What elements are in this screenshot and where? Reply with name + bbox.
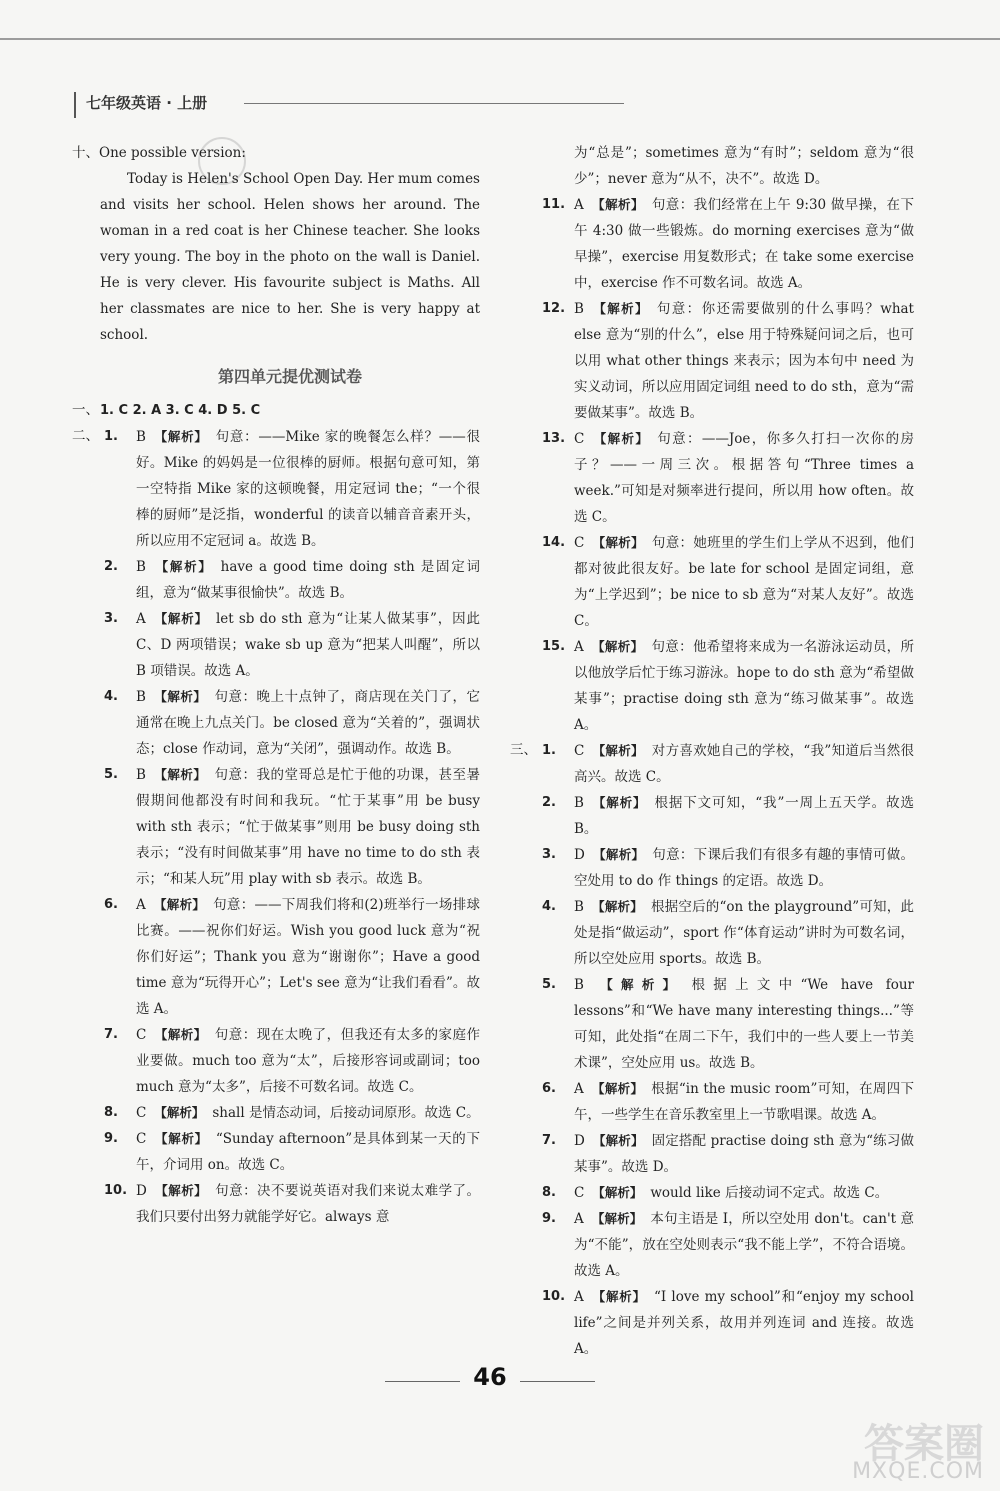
analysis-tag: 【解析】: [153, 429, 208, 444]
item-answer: A: [136, 897, 146, 913]
analysis-tag: 【解析】: [591, 301, 649, 316]
item-explanation: 句意：——下周我们将和(2)班举行一场排球比赛。——祝你们好运。Wish you good luck 意为“祝你们好运”；Thank you 意为“谢谢你”；Have a good time 意为“玩得开心”；Let's see 意为“让我们看看”。故选 A。: [136, 897, 480, 1017]
item-explanation: 句意：他希望将来成为一名游泳运动员，所以他放学后忙于练习游泳。hope to do sth 意为“希望做某事”；practise doing sth 意为“练习做某事”。故选 A。: [574, 639, 914, 733]
section-2-list-cont: [538, 192, 914, 738]
item-explanation: 句意：决不要说英语对我们来说太难学了。我们只要付出努力就能学好它。always 意: [136, 1183, 480, 1225]
answer-item: [538, 972, 914, 1076]
item-answer: A: [574, 1289, 584, 1305]
item-answer: D: [574, 1133, 585, 1149]
item-number: 12.: [542, 301, 566, 316]
analysis-tag: 【解析】: [591, 899, 643, 914]
answer-item: [538, 1076, 914, 1128]
answer-item: [538, 790, 914, 842]
answer-item: [538, 1206, 914, 1284]
analysis-tag: 【解析】: [591, 977, 684, 992]
answer-item: [100, 606, 480, 684]
answer-item: [538, 426, 914, 530]
item-number: 6.: [104, 897, 118, 912]
header-title: 七年级英语 · 上册: [86, 94, 208, 112]
analysis-tag: 【解析】: [153, 767, 207, 782]
top-divider: [0, 38, 1000, 40]
item-answer: C: [574, 1185, 585, 1201]
analysis-tag: 【解析】: [154, 1027, 207, 1042]
analysis-tag: 【解析】: [153, 559, 213, 574]
item-explanation: 句意：她班里的学生们上学从不迟到，他们都对彼此很友好。be late for school 是固定词组，意为“上学迟到”；be nice to sb 意为“对某人友好”。故选 C。: [574, 535, 914, 629]
item-explanation: 句意：——Mike 家的晚餐怎么样？——很好。Mike 的妈妈是一位很棒的厨师。根据句意可知，第一空特指 Mike 家的这顿晚餐，用定冠词 the；“一个很棒的厨师”是泛指，wonderful 的读音以辅音音素开头，所以应用不定冠词 a。故选 B。: [136, 429, 480, 549]
item-number: 4.: [104, 689, 118, 704]
footer-rule-left: [385, 1381, 460, 1382]
item-answer: C: [136, 1027, 147, 1043]
item-answer: C: [136, 1131, 147, 1147]
page-footer: [0, 1363, 1000, 1393]
answer-item: [100, 424, 480, 554]
item-number: 7.: [542, 1133, 556, 1148]
item-answer: C: [136, 1105, 147, 1121]
section-3-list: [510, 738, 914, 1362]
item-answer: B: [574, 977, 584, 993]
item-explanation: let sb do sth 意为“让某人做某事”，因此 C、D 两项错误；wake sb up 意为“把某人叫醒”，所以 B 项错误。故选 A。: [136, 611, 480, 679]
analysis-tag: 【解析】: [591, 1081, 644, 1096]
item-explanation: 句意：你还需要做别的什么事吗？what else 意为“别的什么”，else 用于特殊疑问词之后，也可以用 what other things 来表示；因为本句中 need 为实义动词，所以应用固定词组 need to do sth，意为“需要做某事”。故选 B。: [574, 301, 914, 421]
item-number: 5.: [542, 977, 556, 992]
item-explanation: shall 是情态动词，后接动词原形。故选 C。: [212, 1105, 480, 1121]
item-number: 1.: [542, 743, 556, 758]
continued-text: 为“总是”；sometimes 意为“有时”；seldom 意为“很少”；never 意为“从不，决不”。故选 D。: [574, 145, 914, 187]
item-answer: B: [136, 689, 146, 705]
item-number: 10.: [542, 1289, 566, 1304]
item-answer: D: [574, 847, 585, 863]
answer-item: [538, 1128, 914, 1180]
answer-item: [100, 1178, 480, 1230]
item-number: 2.: [104, 559, 118, 574]
item-explanation: 固定搭配 practise doing sth 意为“练习做某事”。故选 D。: [574, 1133, 914, 1175]
item-answer: A: [574, 197, 584, 213]
item-answer: A: [574, 1081, 584, 1097]
watermark-site: MXQE.COM: [852, 1459, 984, 1484]
answer-item: [100, 1022, 480, 1100]
analysis-tag: 【解析】: [592, 1133, 644, 1148]
item-number: 1.: [104, 429, 118, 444]
item-explanation: 根据下文可知，“我”一周上五天学。故选 B。: [574, 795, 914, 837]
analysis-tag: 【解析】: [153, 689, 207, 704]
item-explanation: 根据上文中“We have four lessons”和“We have many interesting things...”等可知，此处指“在周二下午，我们中的一些人要上一节美术课”，空处应用 us。故选 B。: [574, 977, 914, 1071]
answer-item: [538, 634, 914, 738]
section-3-label: 三、: [510, 742, 537, 758]
analysis-tag: 【解析】: [592, 743, 644, 758]
analysis-tag: 【解析】: [592, 847, 645, 862]
watermark: [806, 1412, 996, 1488]
item-answer: A: [136, 611, 146, 627]
answer-item: [538, 1180, 914, 1206]
analysis-tag: 【解析】: [592, 535, 644, 550]
answer-item: [100, 1100, 480, 1126]
section-2-list: [72, 424, 480, 1230]
page-header: [74, 92, 634, 116]
left-column: [72, 140, 480, 1230]
analysis-tag: 【解析】: [591, 639, 644, 654]
item-answer: D: [136, 1183, 147, 1199]
item-answer: B: [136, 429, 146, 445]
item-number: 2.: [542, 795, 556, 810]
analysis-tag: 【解析】: [591, 1289, 646, 1304]
item-number: 3.: [542, 847, 556, 862]
analysis-tag: 【解析】: [591, 1211, 643, 1226]
answer-item: [100, 1126, 480, 1178]
analysis-tag: 【解析】: [154, 1131, 208, 1146]
section-2-label: 二、: [72, 428, 99, 444]
item-answer: B: [574, 301, 584, 317]
item-answer: B: [136, 559, 146, 575]
item-answer: A: [574, 639, 584, 655]
answer-item: [538, 738, 914, 790]
item-answer: B: [574, 899, 584, 915]
item-explanation: “Sunday afternoon”是具体到某一天的下午，介词用 on。故选 C。: [136, 1131, 480, 1173]
item-explanation: 本句主语是 I，所以空处用 don't。can't 意为“不能”，放在空处则表示“我不能上学”，不符合语境。故选 A。: [574, 1211, 914, 1279]
section-1-answers: 1. C 2. A 3. C 4. D 5. C: [100, 403, 261, 418]
item-number: 14.: [542, 535, 566, 550]
item-answer: A: [574, 1211, 584, 1227]
footer-rule-right: [520, 1381, 595, 1382]
item-explanation: 根据空后的“on the playground”可知，此处是指“做运动”，sport 作“体育运动”讲时为可数名词，所以空处应用 sports。故选 B。: [574, 899, 914, 967]
watermark-logo: 答案圈: [864, 1421, 984, 1467]
analysis-tag: 【解析】: [154, 1183, 208, 1198]
answer-item: [100, 762, 480, 892]
item-explanation: 句意：我的堂哥总是忙于他的功课，甚至暑假期间他都没有时间和我玩。“忙于某事”用 be busy with sth 表示；“忙于做某事”则用 be busy doing sth 表示；“没有时间做某事”用 have no time to do sth 表示；“和某人玩”用 play with sb 表示。故选 B。: [136, 767, 480, 887]
right-column: [510, 140, 914, 1362]
item-answer: C: [574, 431, 585, 447]
answer-item: [538, 192, 914, 296]
item-explanation: 根据“in the music room”可知，在周四下午，一些学生在音乐教室里上一节歌唱课。故选 A。: [574, 1081, 914, 1123]
analysis-tag: 【解析】: [591, 197, 644, 212]
essay-text: Today is Helen's School Open Day. Her mum comes and visits her school. Helen shows her around. The woman in a red coat is her Chinese teacher. She looks very young. The boy in the photo on the wall is Daniel. He is very clever. His favourite subject is Maths. All her classmates are nice to her. She is very happy at school.: [100, 171, 480, 343]
section-1: [72, 397, 480, 424]
answer-item: [100, 554, 480, 606]
item-number: 3.: [104, 611, 118, 626]
item-number: 5.: [104, 767, 118, 782]
analysis-tag: 【解析】: [153, 897, 206, 912]
answer-item: [100, 684, 480, 762]
analysis-tag: 【解析】: [153, 611, 208, 626]
item-number: 8.: [104, 1105, 118, 1120]
item-number: 4.: [542, 899, 556, 914]
analysis-tag: 【解析】: [592, 431, 650, 446]
item-number: 10.: [104, 1183, 128, 1198]
item-number: 15.: [542, 639, 566, 654]
item-explanation: 句意：现在太晚了，但我还有太多的家庭作业要做。much too 意为“太”，后接形容词或副词；too much 意为“太多”，后接不可数名词。故选 C。: [136, 1027, 480, 1095]
item-explanation: would like 后接动词不定式。故选 C。: [650, 1185, 889, 1201]
answer-item: [538, 296, 914, 426]
answer-item: [538, 842, 914, 894]
item-number: 6.: [542, 1081, 556, 1096]
essay-heading: 十、One possible version:: [72, 145, 246, 161]
item-number: 11.: [542, 197, 566, 212]
item-number: 9.: [542, 1211, 556, 1226]
answer-item: [100, 892, 480, 1022]
item-explanation: have a good time doing sth 是固定词组，意为“做某事很愉快”。故选 B。: [136, 559, 480, 601]
page-number: 46: [473, 1363, 507, 1391]
item-answer: C: [574, 535, 585, 551]
item-explanation: 句意：我们经常在上午 9:30 做早操，在下午 4:30 做一些锻炼。do morning exercises 意为“做早操”，exercise 用复数形式；在 take some exercise 中，exercise 作不可数名词。故选 A。: [574, 197, 914, 291]
item-explanation: 句意：晚上十点钟了，商店现在关门了，它通常在晚上九点关门。be closed 意为“关着的”，强调状态；close 作动词，意为“关闭”，强调动作。故选 B。: [136, 689, 480, 757]
item-answer: B: [136, 767, 146, 783]
item-explanation: “I love my school”和“enjoy my school life”之间是并列关系，故用并列连词 and 连接。故选 A。: [574, 1289, 914, 1357]
item-explanation: 句意：下课后我们有很多有趣的事情可做。空处用 to do 作 things 的定语。故选 D。: [574, 847, 914, 889]
item-number: 8.: [542, 1185, 556, 1200]
answer-item: [538, 1284, 914, 1362]
unit-title: 第四单元提优测试卷: [217, 367, 362, 386]
item-explanation: 句意：——Joe，你多久打扫一次你的房子？——一周三次。根据答句“Three times a week.”可知是对频率进行提问，所以用 how often。故选 C。: [574, 431, 914, 525]
section-1-label: 一、: [72, 402, 99, 418]
analysis-tag: 【解析】: [592, 1185, 643, 1200]
item-answer: B: [574, 795, 584, 811]
item-explanation: 对方喜欢她自己的学校，“我”知道后当然很高兴。故选 C。: [574, 743, 914, 785]
item-number: 7.: [104, 1027, 118, 1042]
answer-item: [538, 530, 914, 634]
item-number: 13.: [542, 431, 566, 446]
item-number: 9.: [104, 1131, 118, 1146]
header-rule: [244, 103, 624, 104]
item-answer: C: [574, 743, 585, 759]
header-bar: [74, 92, 76, 118]
analysis-tag: 【解析】: [591, 795, 647, 810]
analysis-tag: 【解析】: [154, 1105, 205, 1120]
answer-item: [538, 894, 914, 972]
